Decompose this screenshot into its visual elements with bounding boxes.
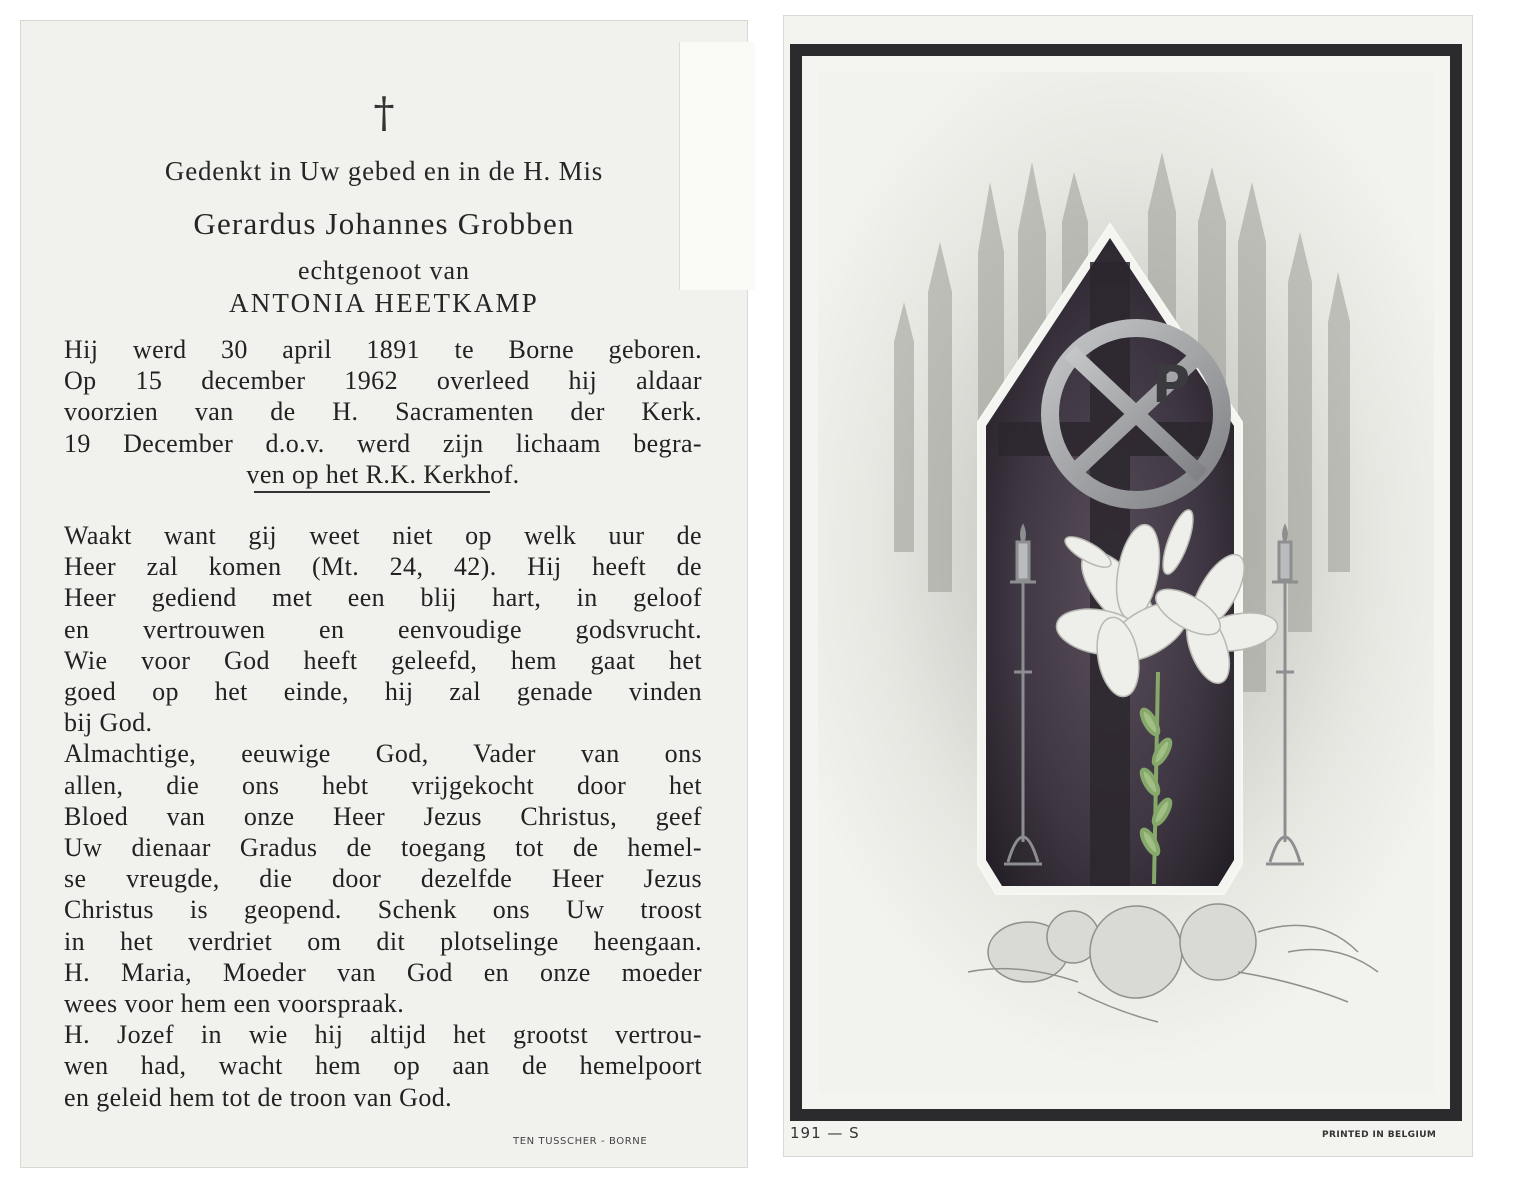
prayer-line: en geleid hem tot de troon van God. [64, 1082, 453, 1112]
prayer-line: goed op het einde, hij zal genade vinden [64, 677, 702, 707]
prayer-line: H. Maria, Moeder van God en onze moeder [64, 957, 702, 987]
opening-line: Gedenkt in Uw gebed en in de H. Mis [164, 156, 604, 186]
prayer-line: se vreugde, die door dezelfde Heer Jezus [64, 864, 702, 894]
prayer-line: wen had, wacht hem op aan de hemelpoort [64, 1051, 702, 1081]
cross-symbol: † [373, 88, 395, 137]
prayer-paragraph [64, 520, 702, 1113]
prayer-line: in het verdriet om dit plotselinge heengaan. [64, 926, 702, 956]
deceased-name: Gerardus Johannes Grobben [193, 206, 575, 241]
prayer-line: Waakt want gij weet niet op welk uur de [64, 521, 702, 550]
devotional-illustration [818, 72, 1434, 1093]
biography-paragraph [64, 334, 702, 490]
print-imprint: PRINTED IN BELGIUM [1322, 1130, 1437, 1140]
prayer-line: Wie voor God heeft geleefd, hem gaat het [64, 645, 702, 675]
card-code: 191 — S [790, 1124, 860, 1142]
prayer-card-text-side [20, 20, 748, 1168]
relation-line: echtgenoot van [297, 256, 471, 285]
flower-bouquet [968, 904, 1378, 1022]
illustration-panel [818, 72, 1434, 1093]
bio-line: ven op het R.K. Kerkhof. [246, 459, 520, 489]
prayer-line: Heer zal komen (Mt. 24, 42). Hij heeft de [64, 552, 702, 582]
bio-line: Hij werd 30 april 1891 te Borne geboren. [64, 335, 702, 364]
prayer-line: Almachtige, eeuwige God, Vader van ons [64, 739, 702, 769]
prayer-line: allen, die ons hebt vrijgekocht door het [64, 770, 702, 800]
prayer-line: en vertrouwen en eenvoudige godsvrucht. [64, 614, 702, 644]
chi-rho-letter: P [1152, 355, 1191, 415]
printer-imprint: TEN TUSSCHER - BORNE [513, 1136, 648, 1147]
prayer-line: wees voor hem een voorspraak. [64, 989, 405, 1019]
spouse-name: ANTONIA HEETKAMP [229, 288, 539, 318]
divider-rule [254, 491, 490, 493]
bio-line: voorzien van de H. Sacramenten der Kerk. [64, 397, 702, 427]
prayer-line: Bloed van onze Heer Jezus Christus, geef [64, 801, 702, 831]
prayer-line: Uw dienaar Gradus de toegang tot de hemel- [64, 833, 702, 863]
prayer-line: H. Jozef in wie hij altijd het grootst vertrou- [64, 1020, 702, 1050]
prayer-card-image-side [783, 15, 1473, 1157]
prayer-line: bij God. [64, 708, 153, 738]
prayer-line: Christus is geopend. Schenk ons Uw troost [64, 895, 702, 925]
bio-line: Op 15 december 1962 overleed hij aldaar [64, 366, 702, 396]
bio-line: 19 December d.o.v. werd zijn lichaam begra- [64, 428, 702, 458]
prayer-line: Heer gediend met een blij hart, in geloof [64, 583, 702, 613]
mourning-border [790, 44, 1462, 1121]
